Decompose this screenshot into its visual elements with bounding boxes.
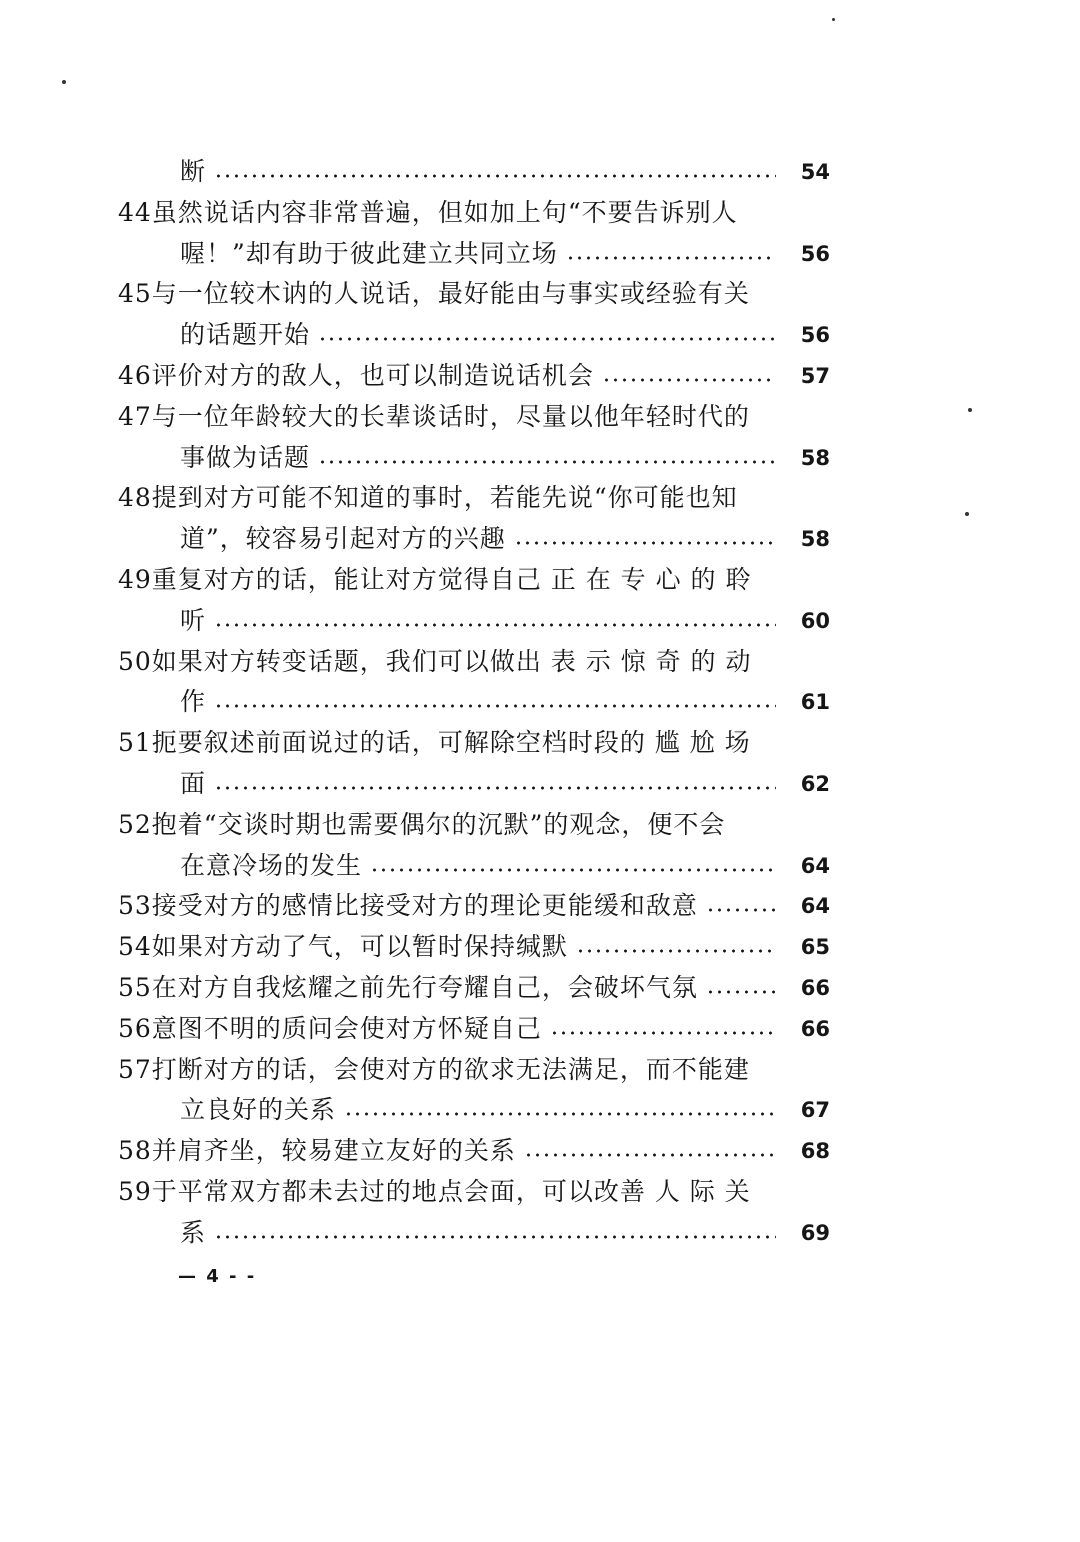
toc-entry-text: 59于平常双方都未去过的地点会面，可以改善 人 际 关 bbox=[118, 1177, 751, 1206]
toc-page-number: 66 bbox=[800, 976, 830, 1000]
toc-page-number: 64 bbox=[800, 853, 830, 878]
dot-leader bbox=[214, 623, 776, 627]
toc-entry-text: 立良好的关系 bbox=[180, 1095, 337, 1125]
toc-entry-text: 54如果对方动了气，可以暂时保持缄默 bbox=[118, 932, 568, 962]
scan-speck bbox=[965, 512, 969, 516]
toc-entry-text: 46评价对方的敌人，也可以制造说话机会 bbox=[118, 361, 594, 390]
dot-leader bbox=[566, 256, 776, 260]
toc-entry-text: 56意图不明的质问会使对方怀疑自己 bbox=[118, 1013, 542, 1043]
dot-leader bbox=[214, 174, 776, 178]
toc-line bbox=[180, 521, 830, 557]
toc-line bbox=[180, 766, 830, 802]
toc-entry-text: 48提到对方可能不知道的事时，若能先说“你可能也知 bbox=[118, 483, 738, 513]
toc-line bbox=[118, 480, 830, 516]
toc-line bbox=[180, 1215, 830, 1251]
toc-line bbox=[180, 1092, 830, 1128]
dot-leader bbox=[214, 704, 776, 708]
toc-entry-text: 44虽然说话内容非常普遍，但如加上句“不要告诉别人 bbox=[118, 197, 738, 227]
dot-leader bbox=[706, 908, 776, 912]
toc-line bbox=[118, 276, 830, 312]
scan-speck bbox=[832, 18, 835, 21]
toc-entry-text: 道”，较容易引起对方的兴趣 bbox=[180, 524, 506, 554]
toc-entry-text: 45与一位较木讷的人说话，最好能由与事实或经验有关 bbox=[118, 279, 750, 309]
toc-entry-text: 面 bbox=[180, 769, 207, 798]
toc-entry-text: 作 bbox=[180, 687, 207, 717]
dot-leader bbox=[550, 1031, 776, 1035]
toc-line bbox=[118, 358, 830, 394]
dot-leader bbox=[214, 1235, 776, 1239]
toc-entry-text: 49重复对方的话，能让对方觉得自己 正 在 专 心 的 聆 bbox=[118, 565, 752, 594]
toc-line bbox=[118, 399, 830, 435]
toc-entry-text: 58并肩齐坐，较易建立友好的关系 bbox=[118, 1136, 516, 1166]
toc-line bbox=[180, 154, 830, 190]
toc-line bbox=[118, 1052, 830, 1088]
toc-entry-text: 57打断对方的话，会使对方的欲求无法满足，而不能建 bbox=[118, 1054, 750, 1084]
toc-entry-text: 在意冷场的发生 bbox=[180, 850, 363, 880]
dot-leader bbox=[344, 1112, 776, 1116]
toc-page-number: 58 bbox=[800, 527, 830, 552]
toc-line bbox=[180, 440, 830, 476]
toc-entry-text: 事做为话题 bbox=[180, 442, 311, 472]
toc-line bbox=[180, 603, 830, 639]
toc-entry-text: 51扼要叙述前面说过的话，可解除空档时段的 尴 尬 场 bbox=[118, 728, 751, 758]
toc-page-number: 54 bbox=[800, 160, 830, 184]
dot-leader bbox=[514, 541, 776, 545]
toc-line bbox=[118, 1011, 830, 1047]
toc-page-number: 68 bbox=[800, 1139, 830, 1164]
toc-page-number: 56 bbox=[800, 323, 830, 348]
toc-page-number: 58 bbox=[800, 445, 830, 470]
toc-entry-text: 喔！”却有助于彼此建立共同立场 bbox=[180, 238, 558, 268]
toc-line bbox=[180, 236, 830, 272]
dot-leader bbox=[370, 868, 776, 872]
toc-page-number: 56 bbox=[800, 241, 830, 266]
toc-line bbox=[118, 929, 830, 965]
dot-leader bbox=[524, 1153, 776, 1157]
toc-line bbox=[118, 807, 830, 843]
dot-leader bbox=[602, 378, 776, 382]
toc-line bbox=[118, 644, 830, 680]
scan-speck bbox=[62, 80, 66, 84]
toc-entry-text: 55在对方自我炫耀之前先行夸耀自己，会破坏气氛 bbox=[118, 973, 698, 1002]
toc-entry-text: 47与一位年龄较大的长辈谈话时，尽量以他年轻时代的 bbox=[118, 401, 750, 431]
toc-line bbox=[118, 970, 830, 1006]
toc-line bbox=[180, 684, 830, 720]
toc-line bbox=[118, 888, 830, 924]
dot-leader bbox=[318, 460, 776, 464]
toc-entry-text: 的话题开始 bbox=[180, 320, 311, 350]
toc-line bbox=[180, 848, 830, 884]
toc-page-number: 66 bbox=[800, 1016, 830, 1041]
toc-line bbox=[118, 725, 830, 761]
toc-line bbox=[118, 1174, 830, 1210]
toc-page-number: 62 bbox=[800, 772, 830, 796]
dot-leader bbox=[706, 990, 776, 994]
toc-entry-text: 52抱着“交谈时期也需要偶尔的沉默”的观念，便不会 bbox=[118, 809, 726, 839]
scan-speck bbox=[968, 408, 972, 412]
dot-leader bbox=[318, 337, 776, 341]
toc-page-number: 57 bbox=[800, 364, 830, 388]
toc-page-number: 69 bbox=[800, 1220, 830, 1245]
toc-entry-text: 听 bbox=[180, 605, 207, 635]
toc-entry-text: 53接受对方的感情比接受对方的理论更能缓和敌意 bbox=[118, 891, 698, 921]
toc-page-number: 65 bbox=[800, 935, 830, 960]
dot-leader bbox=[576, 949, 776, 953]
toc-line bbox=[118, 562, 830, 598]
toc-page-number: 60 bbox=[800, 608, 830, 633]
toc-page-number: 61 bbox=[800, 690, 830, 715]
toc-entry-text: 50如果对方转变话题，我们可以做出 表 示 惊 奇 的 动 bbox=[118, 646, 752, 676]
toc-entry-text: 断 bbox=[180, 157, 207, 186]
toc-page-number: 67 bbox=[800, 1098, 830, 1123]
toc-page-number: 64 bbox=[800, 894, 830, 919]
toc-line bbox=[180, 317, 830, 353]
toc-line bbox=[118, 195, 830, 231]
toc-entry-text: 系 bbox=[180, 1217, 207, 1247]
toc-line bbox=[118, 1133, 830, 1169]
page-number-footer: — 4 - - bbox=[178, 1266, 257, 1287]
dot-leader bbox=[214, 786, 776, 790]
